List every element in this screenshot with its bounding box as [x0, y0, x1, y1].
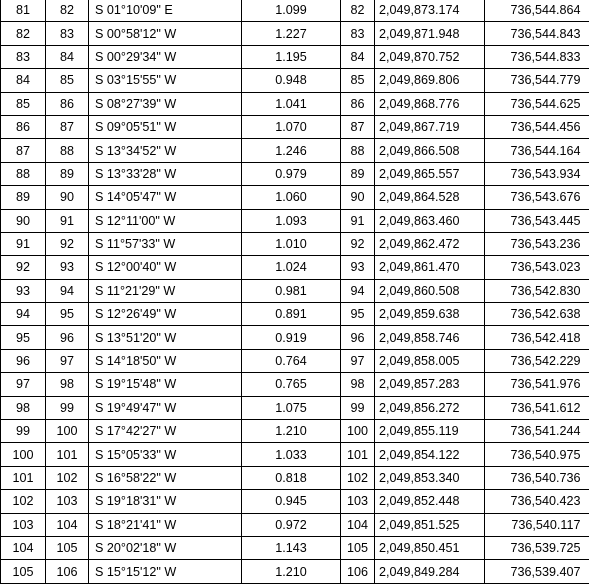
easting-cell: 736,543.934 — [485, 162, 589, 185]
bearing-cell: S 01°10'09" E — [89, 0, 242, 22]
table-row — [1, 209, 589, 232]
to-station-cell: 106 — [46, 560, 89, 583]
to-station-cell: 86 — [46, 92, 89, 115]
from-station-cell: 88 — [1, 162, 46, 185]
northing-cell: 2,049,865.557 — [375, 162, 485, 185]
distance-cell: 1.024 — [242, 256, 341, 279]
easting-cell: 736,539.725 — [485, 536, 589, 559]
bearing-cell: S 12°26'49" W — [89, 303, 242, 326]
from-station-cell: 87 — [1, 139, 46, 162]
easting-cell: 736,543.023 — [485, 256, 589, 279]
northing-cell: 2,049,858.005 — [375, 349, 485, 372]
table-row — [1, 162, 589, 185]
easting-cell: 736,544.625 — [485, 92, 589, 115]
point-cell: 89 — [341, 162, 375, 185]
distance-cell: 1.033 — [242, 443, 341, 466]
bearing-cell: S 13°33'28" W — [89, 162, 242, 185]
easting-cell: 736,542.638 — [485, 303, 589, 326]
distance-cell: 1.060 — [242, 186, 341, 209]
distance-cell: 0.945 — [242, 490, 341, 513]
point-cell: 90 — [341, 186, 375, 209]
distance-cell: 1.143 — [242, 536, 341, 559]
easting-cell: 736,540.117 — [485, 513, 589, 536]
northing-cell: 2,049,863.460 — [375, 209, 485, 232]
distance-cell: 1.010 — [242, 232, 341, 255]
to-station-cell: 105 — [46, 536, 89, 559]
from-station-cell: 94 — [1, 303, 46, 326]
table-row — [1, 69, 589, 92]
point-cell: 103 — [341, 490, 375, 513]
from-station-cell: 97 — [1, 373, 46, 396]
table-row — [1, 115, 589, 138]
easting-cell: 736,542.830 — [485, 279, 589, 302]
northing-cell: 2,049,861.470 — [375, 256, 485, 279]
northing-cell: 2,049,857.283 — [375, 373, 485, 396]
from-station-cell: 83 — [1, 45, 46, 68]
table-row — [1, 490, 589, 513]
northing-cell: 2,049,870.752 — [375, 45, 485, 68]
point-cell: 91 — [341, 209, 375, 232]
from-station-cell: 90 — [1, 209, 46, 232]
point-cell: 102 — [341, 466, 375, 489]
from-station-cell: 92 — [1, 256, 46, 279]
northing-cell: 2,049,866.508 — [375, 139, 485, 162]
easting-cell: 736,544.864 — [485, 0, 589, 22]
northing-cell: 2,049,856.272 — [375, 396, 485, 419]
northing-cell: 2,049,855.119 — [375, 420, 485, 443]
from-station-cell: 95 — [1, 326, 46, 349]
point-cell: 101 — [341, 443, 375, 466]
to-station-cell: 93 — [46, 256, 89, 279]
distance-cell: 0.972 — [242, 513, 341, 536]
table-row — [1, 560, 589, 583]
distance-cell: 0.981 — [242, 279, 341, 302]
bearing-cell: S 12°11'00" W — [89, 209, 242, 232]
distance-cell: 1.070 — [242, 115, 341, 138]
point-cell: 87 — [341, 115, 375, 138]
easting-cell: 736,539.407 — [485, 560, 589, 583]
distance-cell: 0.919 — [242, 326, 341, 349]
from-station-cell: 84 — [1, 69, 46, 92]
point-cell: 97 — [341, 349, 375, 372]
to-station-cell: 99 — [46, 396, 89, 419]
point-cell: 84 — [341, 45, 375, 68]
bearing-cell: S 15°15'12" W — [89, 560, 242, 583]
easting-cell: 736,544.843 — [485, 22, 589, 45]
from-station-cell: 103 — [1, 513, 46, 536]
from-station-cell: 82 — [1, 22, 46, 45]
point-cell: 95 — [341, 303, 375, 326]
easting-cell: 736,544.456 — [485, 115, 589, 138]
to-station-cell: 83 — [46, 22, 89, 45]
to-station-cell: 84 — [46, 45, 89, 68]
distance-cell: 1.210 — [242, 560, 341, 583]
northing-cell: 2,049,852.448 — [375, 490, 485, 513]
from-station-cell: 99 — [1, 420, 46, 443]
bearing-cell: S 11°57'33" W — [89, 232, 242, 255]
to-station-cell: 88 — [46, 139, 89, 162]
easting-cell: 736,541.244 — [485, 420, 589, 443]
northing-cell: 2,049,871.948 — [375, 22, 485, 45]
easting-cell: 736,541.612 — [485, 396, 589, 419]
point-cell: 92 — [341, 232, 375, 255]
bearing-cell: S 19°49'47" W — [89, 396, 242, 419]
northing-cell: 2,049,860.508 — [375, 279, 485, 302]
distance-cell: 1.195 — [242, 45, 341, 68]
bearing-cell: S 13°34'52" W — [89, 139, 242, 162]
from-station-cell: 85 — [1, 92, 46, 115]
to-station-cell: 89 — [46, 162, 89, 185]
bearing-cell: S 14°05'47" W — [89, 186, 242, 209]
bearing-cell: S 13°51'20" W — [89, 326, 242, 349]
from-station-cell: 96 — [1, 349, 46, 372]
easting-cell: 736,542.418 — [485, 326, 589, 349]
table-row — [1, 373, 589, 396]
bearing-cell: S 08°27'39" W — [89, 92, 242, 115]
northing-cell: 2,049,859.638 — [375, 303, 485, 326]
northing-cell: 2,049,867.719 — [375, 115, 485, 138]
table-row — [1, 186, 589, 209]
from-station-cell: 86 — [1, 115, 46, 138]
table-row — [1, 22, 589, 45]
table-row — [1, 349, 589, 372]
from-station-cell: 102 — [1, 490, 46, 513]
northing-cell: 2,049,869.806 — [375, 69, 485, 92]
bearing-cell: S 17°42'27" W — [89, 420, 242, 443]
to-station-cell: 85 — [46, 69, 89, 92]
bearing-cell: S 18°21'41" W — [89, 513, 242, 536]
bearing-cell: S 12°00'40" W — [89, 256, 242, 279]
easting-cell: 736,543.445 — [485, 209, 589, 232]
easting-cell: 736,542.229 — [485, 349, 589, 372]
northing-cell: 2,049,850.451 — [375, 536, 485, 559]
table-row — [1, 303, 589, 326]
point-cell: 82 — [341, 0, 375, 22]
bearing-cell: S 03°15'55" W — [89, 69, 242, 92]
bearing-cell: S 14°18'50" W — [89, 349, 242, 372]
table-row — [1, 466, 589, 489]
distance-cell: 0.818 — [242, 466, 341, 489]
northing-cell: 2,049,854.122 — [375, 443, 485, 466]
table-row — [1, 139, 589, 162]
bearing-cell: S 00°29'34" W — [89, 45, 242, 68]
distance-cell: 0.764 — [242, 349, 341, 372]
table-row — [1, 45, 589, 68]
table-row — [1, 396, 589, 419]
to-station-cell: 87 — [46, 115, 89, 138]
table-row — [1, 92, 589, 115]
point-cell: 93 — [341, 256, 375, 279]
to-station-cell: 94 — [46, 279, 89, 302]
point-cell: 100 — [341, 420, 375, 443]
from-station-cell: 100 — [1, 443, 46, 466]
to-station-cell: 104 — [46, 513, 89, 536]
to-station-cell: 98 — [46, 373, 89, 396]
northing-cell: 2,049,868.776 — [375, 92, 485, 115]
point-cell: 99 — [341, 396, 375, 419]
distance-cell: 1.075 — [242, 396, 341, 419]
distance-cell: 1.227 — [242, 22, 341, 45]
easting-cell: 736,544.833 — [485, 45, 589, 68]
from-station-cell: 89 — [1, 186, 46, 209]
from-station-cell: 91 — [1, 232, 46, 255]
table-row — [1, 420, 589, 443]
bearing-cell: S 19°18'31" W — [89, 490, 242, 513]
from-station-cell: 105 — [1, 560, 46, 583]
point-cell: 85 — [341, 69, 375, 92]
northing-cell: 2,049,851.525 — [375, 513, 485, 536]
easting-cell: 736,544.164 — [485, 139, 589, 162]
easting-cell: 736,540.736 — [485, 466, 589, 489]
from-station-cell: 93 — [1, 279, 46, 302]
bearing-cell: S 15°05'33" W — [89, 443, 242, 466]
from-station-cell: 101 — [1, 466, 46, 489]
northing-cell: 2,049,853.340 — [375, 466, 485, 489]
bearing-cell: S 16°58'22" W — [89, 466, 242, 489]
northing-cell: 2,049,849.284 — [375, 560, 485, 583]
from-station-cell: 81 — [1, 0, 46, 22]
bearing-cell: S 00°58'12" W — [89, 22, 242, 45]
table-row — [1, 0, 589, 22]
easting-cell: 736,544.779 — [485, 69, 589, 92]
northing-cell: 2,049,858.746 — [375, 326, 485, 349]
to-station-cell: 82 — [46, 0, 89, 22]
northing-cell: 2,049,862.472 — [375, 232, 485, 255]
distance-cell: 1.041 — [242, 92, 341, 115]
table-row — [1, 232, 589, 255]
distance-cell: 1.210 — [242, 420, 341, 443]
point-cell: 94 — [341, 279, 375, 302]
table-row — [1, 256, 589, 279]
table-row — [1, 326, 589, 349]
distance-cell: 0.948 — [242, 69, 341, 92]
point-cell: 96 — [341, 326, 375, 349]
to-station-cell: 97 — [46, 349, 89, 372]
point-cell: 98 — [341, 373, 375, 396]
distance-cell: 0.765 — [242, 373, 341, 396]
distance-cell: 0.891 — [242, 303, 341, 326]
easting-cell: 736,541.976 — [485, 373, 589, 396]
to-station-cell: 103 — [46, 490, 89, 513]
distance-cell: 0.979 — [242, 162, 341, 185]
to-station-cell: 91 — [46, 209, 89, 232]
to-station-cell: 96 — [46, 326, 89, 349]
table-row — [1, 513, 589, 536]
easting-cell: 736,540.975 — [485, 443, 589, 466]
to-station-cell: 102 — [46, 466, 89, 489]
northing-cell: 2,049,873.174 — [375, 0, 485, 22]
easting-cell: 736,540.423 — [485, 490, 589, 513]
distance-cell: 1.246 — [242, 139, 341, 162]
table-row — [1, 279, 589, 302]
distance-cell: 1.099 — [242, 0, 341, 22]
northing-cell: 2,049,864.528 — [375, 186, 485, 209]
distance-cell: 1.093 — [242, 209, 341, 232]
to-station-cell: 95 — [46, 303, 89, 326]
to-station-cell: 100 — [46, 420, 89, 443]
point-cell: 105 — [341, 536, 375, 559]
point-cell: 106 — [341, 560, 375, 583]
point-cell: 104 — [341, 513, 375, 536]
easting-cell: 736,543.676 — [485, 186, 589, 209]
table-row — [1, 536, 589, 559]
point-cell: 83 — [341, 22, 375, 45]
from-station-cell: 104 — [1, 536, 46, 559]
bearing-cell: S 19°15'48" W — [89, 373, 242, 396]
bearing-cell: S 09°05'51" W — [89, 115, 242, 138]
table-row — [1, 443, 589, 466]
to-station-cell: 92 — [46, 232, 89, 255]
from-station-cell: 98 — [1, 396, 46, 419]
bearing-cell: S 20°02'18" W — [89, 536, 242, 559]
point-cell: 88 — [341, 139, 375, 162]
bearing-cell: S 11°21'29" W — [89, 279, 242, 302]
easting-cell: 736,543.236 — [485, 232, 589, 255]
to-station-cell: 101 — [46, 443, 89, 466]
point-cell: 86 — [341, 92, 375, 115]
survey-table-body — [1, 0, 589, 583]
to-station-cell: 90 — [46, 186, 89, 209]
